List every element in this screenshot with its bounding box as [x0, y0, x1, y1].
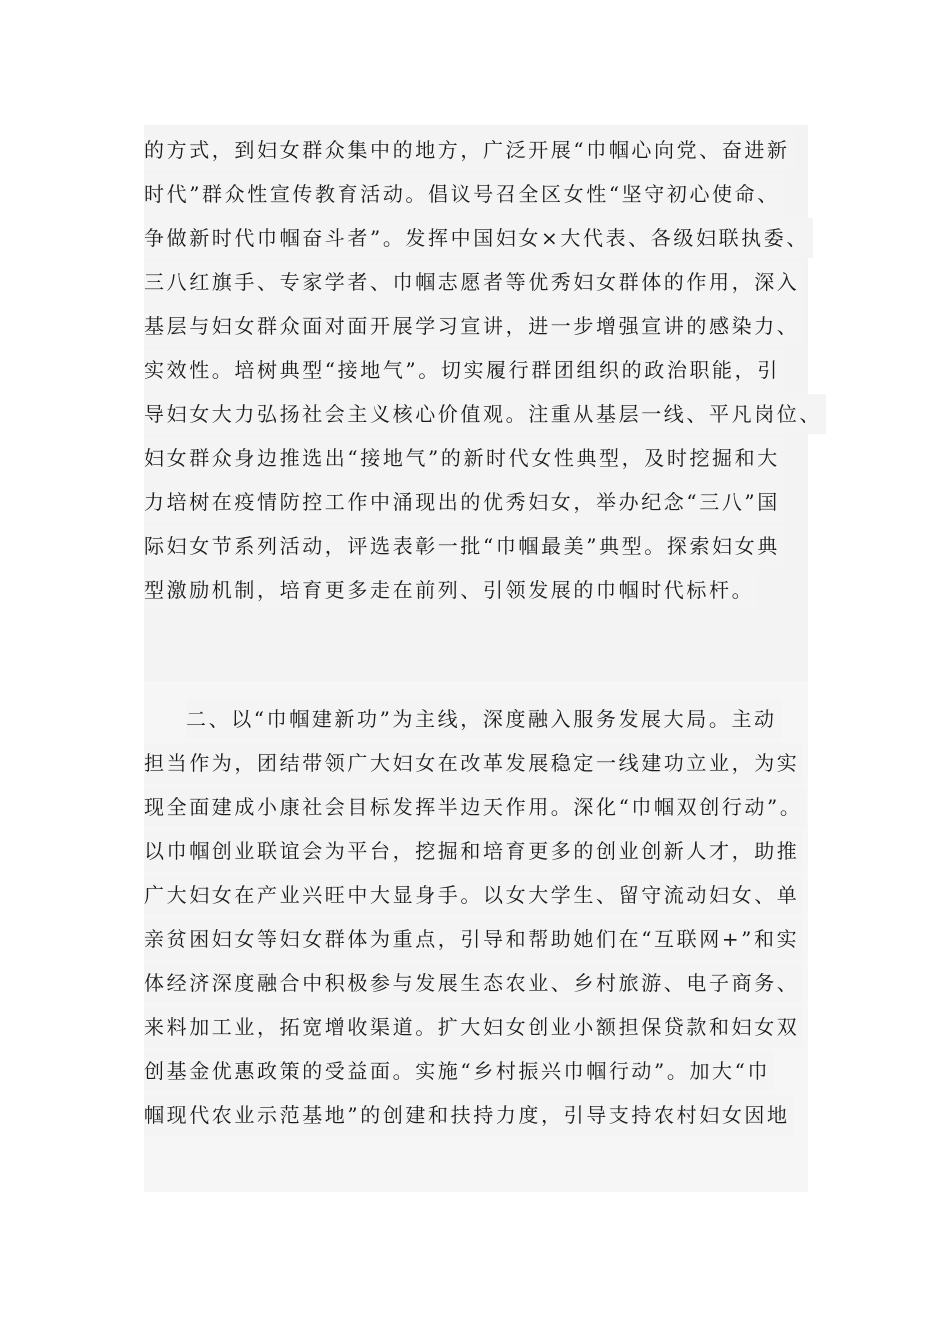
paragraph-1-line: 妇女群众身边推选出“接地气”的新时代女性典型，及时挖掘和大 — [144, 438, 784, 478]
paragraph-2-line: 担当作为，团结带领广大妇女在改革发展稳定一线建功立业，为实 — [144, 743, 803, 783]
paragraph-2-line: 体经济深度融合中积极参与发展生态农业、乡村旅游、电子商务、 — [144, 963, 803, 1003]
paragraph-2-line: 亲贫困妇女等妇女群体为重点，引导和帮助她们在“互联网+”和实 — [144, 919, 803, 959]
paragraph-1-line: 的方式，到妇女群众集中的地方，广泛开展“巾帼心向党、奋进新 — [144, 130, 794, 170]
paragraph-2-line: 创基金优惠政策的受益面。实施“乡村振兴巾帼行动”。加大“巾 — [144, 1051, 774, 1091]
paragraph-2-line: 现全面建成小康社会目标发挥半边天作用。深化“巾帼双创行动”。 — [144, 787, 806, 827]
paragraph-1-line: 型激励机制，培育更多走在前列、引领发展的巾帼时代标杆。 — [144, 570, 758, 610]
paragraph-1-line: 力培树在疫情防控工作中涌现出的优秀妇女，举办纪念“三八”国 — [144, 482, 784, 522]
paragraph-1-line: 三八红旗手、专家学者、巾帼志愿者等优秀妇女群体的作用，深入 — [144, 262, 803, 302]
paragraph-2-line: 来料加工业，拓宽增收渠道。扩大妇女创业小额担保贷款和妇女双 — [144, 1007, 803, 1047]
paragraph-1-line: 际妇女节系列活动，评选表彰一批“巾帼最美”典型。探索妇女典 — [144, 526, 784, 566]
paragraph-2-line: 以巾帼创业联谊会为平台，挖掘和培育更多的创业创新人才，助推 — [144, 831, 803, 871]
paragraph-2-line: 二、以“巾帼建新功”为主线，深度融入服务发展大局。主动 — [186, 699, 781, 739]
paragraph-1-line: 基层与妇女群众面对面开展学习宣讲，进一步增强宣讲的感染力、 — [144, 306, 803, 346]
paragraph-2-line: 广大妇女在产业兴旺中大显身手。以女大学生、留守流动妇女、单 — [144, 875, 803, 915]
paragraph-1-line: 争做新时代巾帼奋斗者”。发挥中国妇女×大代表、各级妇联执委、 — [144, 218, 813, 258]
paragraph-1-line: 时代”群众性宣传教育活动。倡议号召全区女性“坚守初心使命、 — [144, 174, 784, 214]
paragraph-1-line: 导妇女大力弘扬社会主义核心价值观。注重从基层一线、平凡岗位、 — [144, 394, 826, 434]
paragraph-1-line: 实效性。培树典型“接地气”。切实履行群团组织的政治职能，引 — [144, 350, 784, 390]
paragraph-2-line: 帼现代农业示范基地”的创建和扶持力度，引导支持农村妇女因地 — [144, 1095, 794, 1135]
